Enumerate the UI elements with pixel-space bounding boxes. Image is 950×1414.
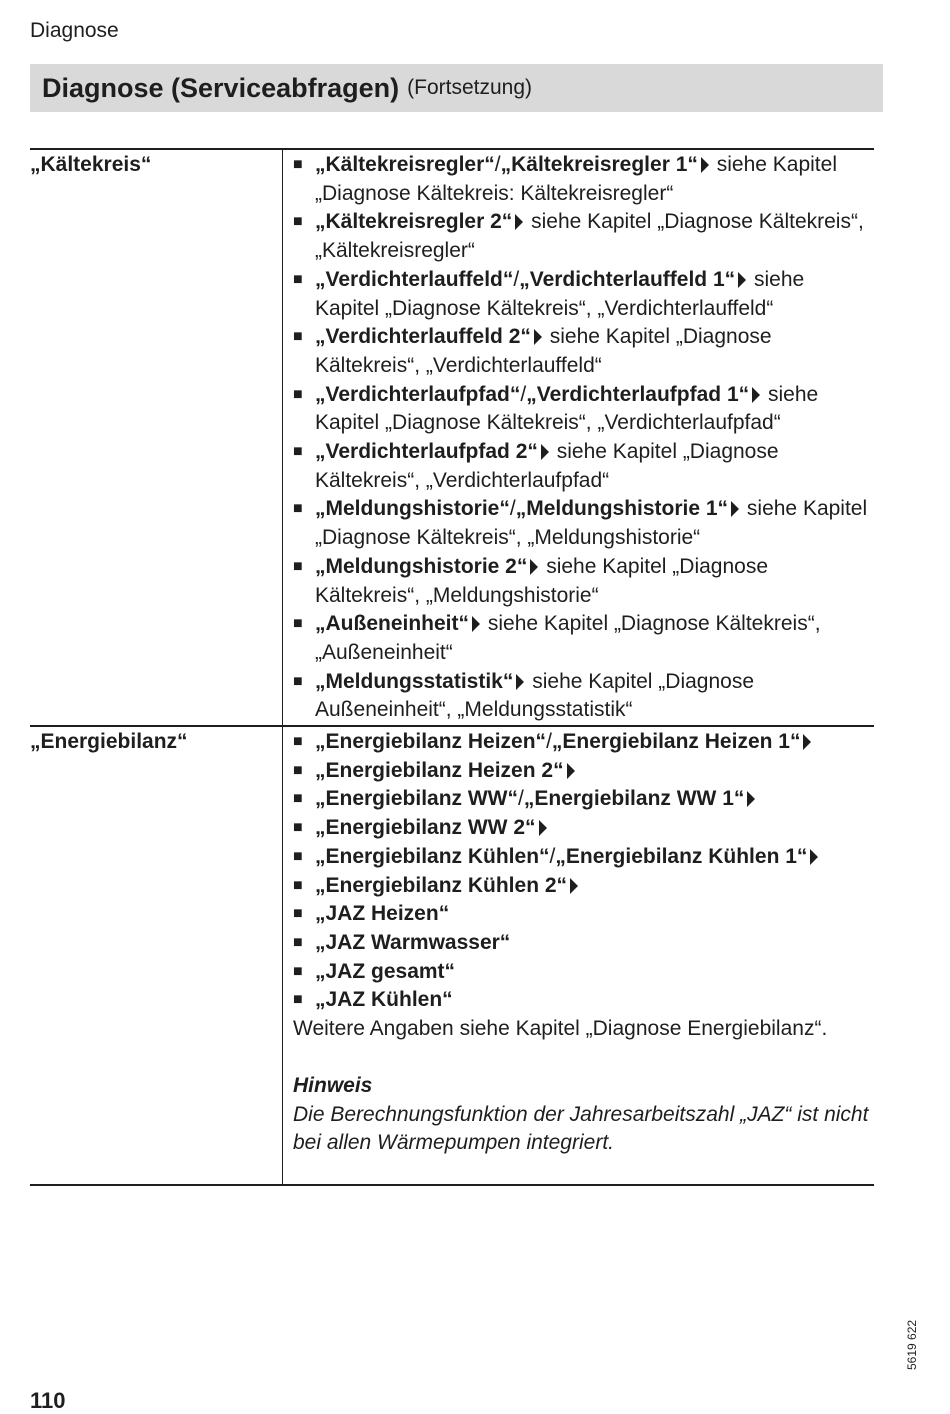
item-term: „Verdichterlauffeld 2“ xyxy=(315,325,531,349)
list-item xyxy=(293,668,874,725)
hint-text: Die Berechnungsfunktion der Jahresarbeitszahl „JAZ“ ist nicht bei allen Wärmepumpen integriert. xyxy=(293,1102,869,1155)
list-item xyxy=(293,958,874,987)
item-term: „Außeneinheit“ xyxy=(315,612,470,636)
bullet-icon: ■ xyxy=(293,156,303,173)
row-label: „Energiebilanz“ xyxy=(30,726,283,1185)
arrow-right-icon xyxy=(731,501,739,517)
arrow-right-icon xyxy=(570,878,578,894)
list-item xyxy=(293,381,874,438)
arrow-right-icon xyxy=(567,763,575,779)
item-term: „Kältekreisregler“ xyxy=(315,153,495,176)
item-term: „Verdichterlaufpfad 2“ xyxy=(315,440,538,464)
arrow-right-icon xyxy=(472,616,480,632)
list-item xyxy=(293,929,874,958)
item-text: siehe Kapitel „Diagnose Kältekreis“, „Verdichterlaufpfad“ xyxy=(315,382,819,435)
item-separator: / xyxy=(494,153,501,176)
item-text: siehe Kapitel „Diagnose Kältekreis“, „Verdichterlauffeld“ xyxy=(315,325,772,377)
item-term-alt: „Energiebilanz WW 1“ xyxy=(523,787,745,811)
item-term: „JAZ Heizen“ xyxy=(315,902,450,926)
arrow-right-icon xyxy=(516,674,524,690)
item-text: siehe Kapitel „Diagnose Kältekreis“, „Verdichterlaufpfad“ xyxy=(315,440,779,492)
item-separator: / xyxy=(546,730,552,754)
bullet-icon: ■ xyxy=(293,761,303,779)
bullet-icon: ■ xyxy=(293,213,303,231)
section-subtitle: (Fortsetzung) xyxy=(407,76,532,99)
item-term-alt: „Verdichterlaufpfad 1“ xyxy=(526,382,750,406)
bullet-icon: ■ xyxy=(293,500,303,518)
item-term-alt: „Energiebilanz Kühlen 1“ xyxy=(555,844,808,868)
list-item xyxy=(293,872,874,901)
list-item xyxy=(293,843,874,872)
item-term: „JAZ Warmwasser“ xyxy=(315,930,511,954)
item-text: siehe Kapitel „Diagnose Kältekreis“, „Meldungshistorie“ xyxy=(315,554,769,607)
list-item xyxy=(293,438,874,495)
arrow-right-icon xyxy=(752,387,760,403)
bullet-icon: ■ xyxy=(293,876,303,894)
item-term: „Energiebilanz Heizen 2“ xyxy=(315,758,564,782)
bullet-icon: ■ xyxy=(293,672,303,690)
arrow-right-icon xyxy=(738,272,746,288)
arrow-right-icon xyxy=(539,820,547,836)
item-term: „Meldungshistorie 2“ xyxy=(315,554,528,578)
item-separator: / xyxy=(518,787,524,811)
section-title: Diagnose (Serviceabfragen) xyxy=(42,72,400,103)
list-item xyxy=(293,553,874,610)
row-label: „Kältekreis“ xyxy=(30,149,283,726)
arrow-right-icon xyxy=(803,734,811,750)
item-text: siehe Kapitel „Diagnose Kältekreis: Kältekreisregler“ xyxy=(315,153,837,205)
bullet-icon: ■ xyxy=(293,733,303,751)
arrow-right-icon xyxy=(701,157,709,173)
item-term: „Energiebilanz Kühlen 2“ xyxy=(315,873,568,897)
bullet-icon: ■ xyxy=(293,847,303,865)
running-head: Diagnose xyxy=(30,19,119,42)
bullet-icon: ■ xyxy=(293,443,303,461)
item-term-alt: „Energiebilanz Heizen 1“ xyxy=(551,730,801,754)
item-separator: / xyxy=(520,382,527,406)
bullet-icon: ■ xyxy=(293,328,303,346)
item-term: „Kältekreisregler 2“ xyxy=(315,210,513,234)
item-list xyxy=(293,151,874,725)
hint-title: Hinweis xyxy=(293,1073,373,1097)
item-term-alt: „Verdichterlauffeld 1“ xyxy=(519,267,736,291)
bullet-icon: ■ xyxy=(293,962,303,980)
item-text: siehe Kapitel „Diagnose Kältekreis“, „Verdichterlauffeld“ xyxy=(315,267,805,320)
arrow-right-icon xyxy=(515,214,523,230)
table-row-energiebilanz xyxy=(30,726,874,1185)
item-term: „Verdichterlauffeld“ xyxy=(315,267,514,291)
list-item xyxy=(293,728,874,757)
arrow-right-icon xyxy=(530,559,538,575)
item-separator: / xyxy=(513,267,520,291)
item-term-alt: „Meldungshistorie 1“ xyxy=(515,497,729,521)
bullet-icon: ■ xyxy=(293,385,303,403)
bullet-icon: ■ xyxy=(293,933,303,951)
list-item xyxy=(293,208,874,265)
item-text: siehe Kapitel „Diagnose Kältekreis“, „Außeneinheit“ xyxy=(315,612,821,664)
item-text: siehe Kapitel „Diagnose Kältekreis“, „Kältekreisregler“ xyxy=(315,210,864,263)
item-term: „Verdichterlaufpfad“ xyxy=(315,382,521,406)
item-text: siehe Kapitel „Diagnose Außeneinheit“, „Meldungsstatistik“ xyxy=(315,669,755,722)
item-term: „Meldungsstatistik“ xyxy=(315,669,514,693)
arrow-right-icon xyxy=(810,849,818,865)
list-item xyxy=(293,814,874,843)
list-item xyxy=(293,610,874,667)
document-code: 5619 622 xyxy=(905,1319,919,1370)
bullet-icon: ■ xyxy=(293,615,303,633)
item-term: „Energiebilanz Kühlen“ xyxy=(315,844,550,868)
row-content xyxy=(283,726,875,1185)
item-term: „Energiebilanz WW“ xyxy=(315,787,519,811)
list-item xyxy=(293,900,874,929)
arrow-right-icon xyxy=(541,444,549,460)
page-number: 110 xyxy=(30,1388,66,1413)
list-item xyxy=(293,323,874,380)
table-row-kaeltekreis xyxy=(30,149,874,726)
arrow-right-icon xyxy=(747,791,755,807)
bullet-icon: ■ xyxy=(293,819,303,837)
bullet-icon: ■ xyxy=(293,790,303,808)
section-title-bar xyxy=(30,64,883,112)
item-term: „JAZ gesamt“ xyxy=(315,959,456,983)
item-separator: / xyxy=(509,497,516,521)
bullet-icon: ■ xyxy=(293,270,303,288)
item-list xyxy=(293,728,874,1015)
item-separator: / xyxy=(549,844,556,868)
bullet-icon: ■ xyxy=(293,991,303,1009)
list-item xyxy=(293,151,874,208)
list-item xyxy=(293,266,874,323)
row-content xyxy=(283,149,875,726)
diagnosis-table xyxy=(30,148,874,1186)
item-term: „Meldungshistorie“ xyxy=(315,497,510,521)
list-item xyxy=(293,495,874,552)
item-term-alt: „Kältekreisregler 1“ xyxy=(500,153,698,176)
arrow-right-icon xyxy=(534,329,542,345)
list-item xyxy=(293,785,874,814)
further-info-note: Weitere Angaben siehe Kapitel „Diagnose Energiebilanz“. xyxy=(293,1017,828,1041)
item-term: „Energiebilanz Heizen“ xyxy=(315,730,547,754)
item-term: „Energiebilanz WW 2“ xyxy=(315,816,536,840)
bullet-icon: ■ xyxy=(293,557,303,575)
item-text: siehe Kapitel „Diagnose Kältekreis“, „Meldungshistorie“ xyxy=(315,497,868,550)
item-term: „JAZ Kühlen“ xyxy=(315,988,453,1012)
bullet-icon: ■ xyxy=(293,905,303,923)
list-item xyxy=(293,986,874,1015)
list-item xyxy=(293,757,874,786)
